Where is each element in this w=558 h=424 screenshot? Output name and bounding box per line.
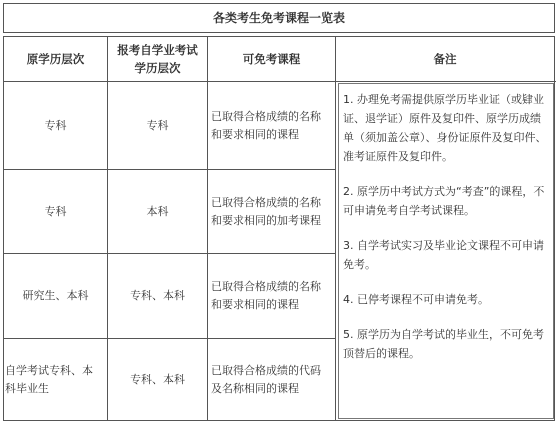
table-row-1-applying: 专科 xyxy=(146,118,169,132)
note-item-1: 1. 办理免考需提供原学历毕业证（或肄业证、退学证）原件及复印件、原学历成绩单（须加盖公章）、身份证原件及复印件、准考证原件及复印件。 xyxy=(343,93,547,163)
header-notes: 备注 xyxy=(433,52,457,66)
notes-cell xyxy=(338,83,554,419)
exemption-table xyxy=(3,36,555,421)
table-row-2-applying: 本科 xyxy=(146,204,169,218)
table-row-1-original: 专科 xyxy=(44,118,67,132)
table-row-2-original: 专科 xyxy=(44,204,67,218)
table-row-2-exempt: 已取得合格成绩的名称和要求相同的加考课程 xyxy=(211,195,321,227)
table-row-3-applying: 专科、本科 xyxy=(130,289,185,302)
table-row-4-exempt: 已取得合格成绩的代码及名称相同的课程 xyxy=(211,363,321,395)
table-title: 各类考生免考课程一览表 xyxy=(3,3,555,33)
table-row-1-exempt: 已取得合格成绩的名称和要求相同的课程 xyxy=(211,109,321,141)
header-applying-level: 报考自学业考试学历层次 xyxy=(117,43,198,75)
note-item-4: 4. 已停考课程不可申请免考。 xyxy=(343,293,489,306)
column-divider xyxy=(335,37,336,420)
note-item-3: 3. 自学考试实习及毕业论文课程不可申请免考。 xyxy=(343,239,544,271)
table-row-4-original: 自学考试专科、本科毕业生 xyxy=(5,363,93,395)
table-row-3-original: 研究生、本科 xyxy=(22,289,89,302)
header-original-level: 原学历层次 xyxy=(26,52,85,66)
table-row-4-applying: 专科、本科 xyxy=(130,372,185,386)
exemption-table-document xyxy=(3,3,555,421)
header-exempt-courses: 可免考课程 xyxy=(242,52,301,66)
table-row-3-exempt: 已取得合格成绩的名称和要求相同的课程 xyxy=(211,280,321,311)
note-item-5: 5. 原学历为自学考试的毕业生，不可免考顶替后的课程。 xyxy=(343,328,544,360)
note-item-2: 2. 原学历中考试方式为“考查”的课程，不可申请免考自学考试课程。 xyxy=(343,185,545,217)
